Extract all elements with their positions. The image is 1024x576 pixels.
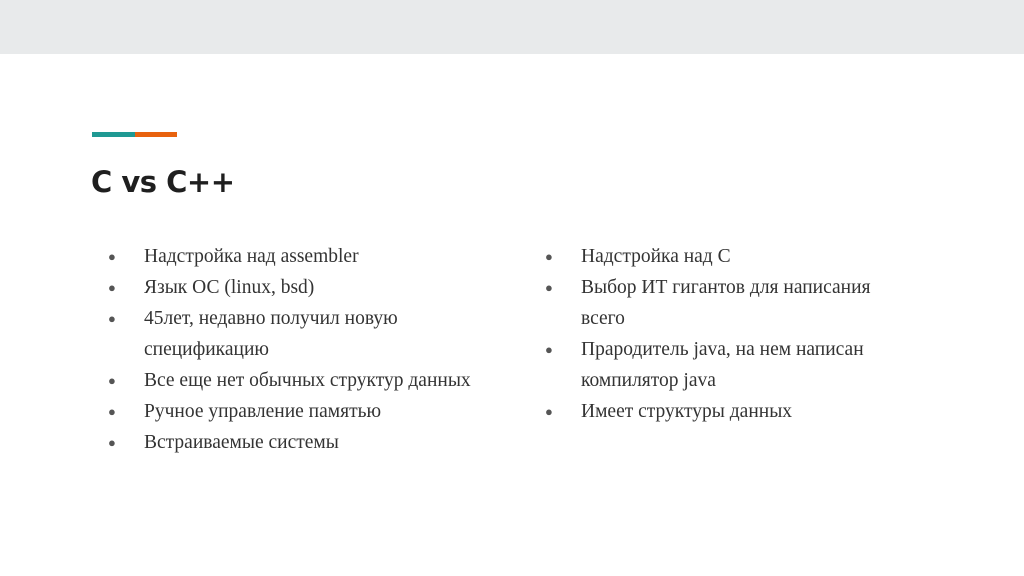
bullet-dot-icon: ● [108, 435, 116, 450]
right-bullet-item [545, 272, 875, 334]
bullet-dot-icon: ● [108, 311, 116, 326]
bullet-dot-icon: ● [545, 280, 553, 295]
left-bullet-text: Встраиваемые системы [144, 432, 339, 453]
left-bullet-item [108, 241, 488, 272]
bullet-dot-icon: ● [545, 249, 553, 264]
left-bullet-text: Язык ОС (linux, bsd) [144, 277, 315, 298]
right-bullet-item [545, 241, 875, 272]
left-bullet-list [108, 241, 488, 458]
bullet-dot-icon: ● [108, 373, 116, 388]
left-bullet-text: 45лет, недавно получил новую спецификацию [144, 308, 398, 360]
accent-orange-segment [135, 132, 177, 137]
left-bullet-item [108, 272, 488, 303]
bullet-dot-icon: ● [545, 342, 553, 357]
right-bullet-text: Надстройка над С [581, 246, 731, 267]
bullet-dot-icon: ● [545, 404, 553, 419]
slide-title: C vs C++ [91, 165, 235, 199]
bullet-dot-icon: ● [108, 249, 116, 264]
bullet-dot-icon: ● [108, 280, 116, 295]
right-bullet-text: Имеет структуры данных [581, 401, 793, 422]
left-bullet-text: Все еще нет обычных структур данных [144, 370, 471, 391]
slide-top-bar [0, 0, 1024, 54]
right-bullet-item [545, 334, 875, 396]
right-bullet-list [545, 241, 875, 427]
left-bullet-text: Надстройка над assembler [144, 246, 359, 267]
right-bullet-item [545, 396, 875, 427]
left-bullet-text: Ручное управление памятью [144, 401, 382, 422]
right-bullet-text: Прародитель java, на нем написан компилятор java [581, 339, 864, 391]
left-bullet-item [108, 365, 488, 396]
accent-teal-segment [92, 132, 135, 137]
left-bullet-item [108, 427, 488, 458]
left-bullet-item [108, 303, 488, 365]
right-bullet-text: Выбор ИТ гигантов для написания всего [581, 277, 871, 329]
left-bullet-item [108, 396, 488, 427]
bullet-dot-icon: ● [108, 404, 116, 419]
title-accent-line [92, 132, 177, 137]
